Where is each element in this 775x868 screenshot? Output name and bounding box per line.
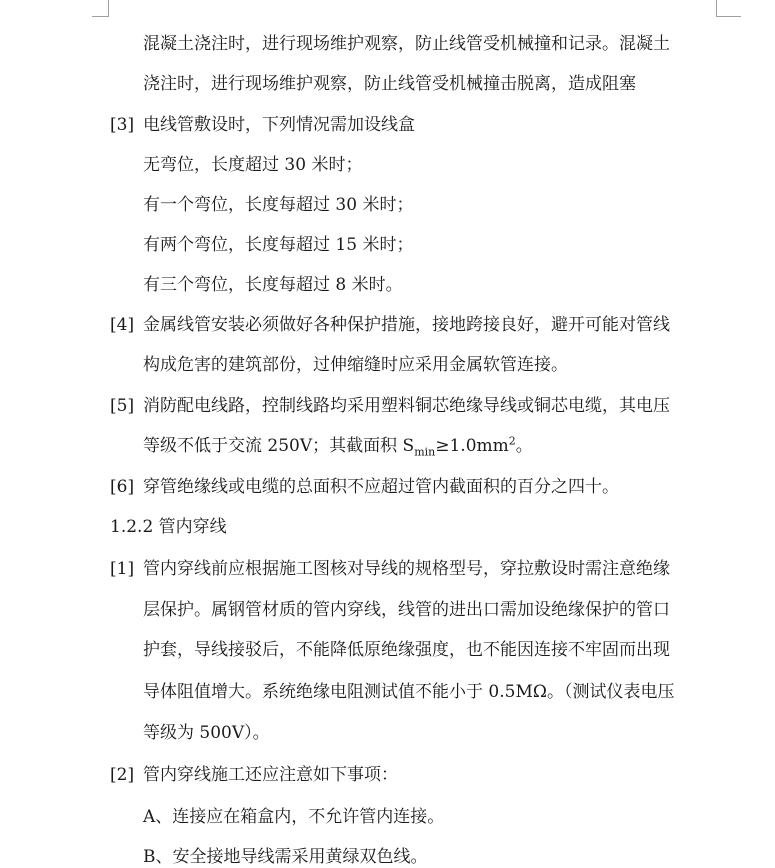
paragraph-line: 有一个弯位，长度每超过 30 米时； [143, 195, 414, 215]
item-number: [1] [110, 559, 135, 579]
item-number: [5] [110, 396, 135, 416]
margin-corner-mark [92, 0, 109, 17]
paragraph-line: 有三个弯位，长度每超过 8 米时。 [143, 275, 403, 295]
voltage-suffix: 。 [515, 436, 533, 456]
voltage-mid: ≥1.0mm [435, 436, 509, 456]
item-number: [6] [110, 477, 135, 497]
paragraph-line: 电线管敷设时，下列情况需加设线盒 [143, 115, 415, 135]
paragraph-line: 层保护。属钢管材质的管内穿线，线管的进出口需加设绝缘保护的管口 [143, 600, 670, 620]
subscript-min: min [414, 445, 436, 459]
paragraph-line: 金属线管安装必须做好各种保护措施，接地跨接良好，避开可能对管线 [143, 315, 670, 335]
item-number: [2] [110, 765, 135, 785]
paragraph-line: 无弯位，长度超过 30 米时； [143, 155, 363, 175]
paragraph-line: 混凝土浇注时，进行现场维护观察，防止线管受机械撞和记录。混凝土 [143, 34, 670, 54]
paragraph-line: 管内穿线前应根据施工图核对导线的规格型号，穿拉敷设时需注意绝缘 [143, 559, 670, 579]
superscript-2: 2 [508, 434, 516, 448]
voltage-prefix: 等级不低于交流 250V；其截面积 S [143, 436, 415, 456]
paragraph-line: 管内穿线施工还应注意如下事项： [143, 765, 398, 785]
paragraph-line: 有两个弯位，长度每超过 15 米时； [143, 235, 414, 255]
paragraph-line: 护套，导线接驳后，不能降低原绝缘强度，也不能因连接不牢固而出现 [143, 640, 670, 660]
paragraph-line: 浇注时，进行现场维护观察，防止线管受机械撞击脱离，造成阻塞 [143, 74, 636, 94]
paragraph-line: 等级为 500V）。 [143, 723, 270, 743]
item-number: [4] [110, 315, 135, 335]
paragraph-line: 导体阻值增大。系统绝缘电阻测试值不能小于 0.5MΩ。（测试仪表电压 [143, 682, 675, 702]
paragraph-line: B、安全接地导线需采用黄绿双色线。 [143, 847, 428, 867]
paragraph-line: 构成危害的建筑部份，过伸缩缝时应采用金属软管连接。 [143, 355, 568, 375]
section-heading: 1.2.2 管内穿线 [110, 517, 227, 537]
margin-corner-mark [716, 0, 741, 17]
paragraph-line: A、连接应在箱盒内，不允许管内连接。 [143, 807, 445, 827]
item-number: [3] [110, 115, 135, 135]
paragraph-line [143, 434, 533, 459]
paragraph-line: 消防配电线路，控制线路均采用塑料铜芯绝缘导线或铜芯电缆，其电压 [143, 396, 670, 416]
paragraph-line: 穿管绝缘线或电缆的总面积不应超过管内截面积的百分之四十。 [143, 477, 619, 497]
